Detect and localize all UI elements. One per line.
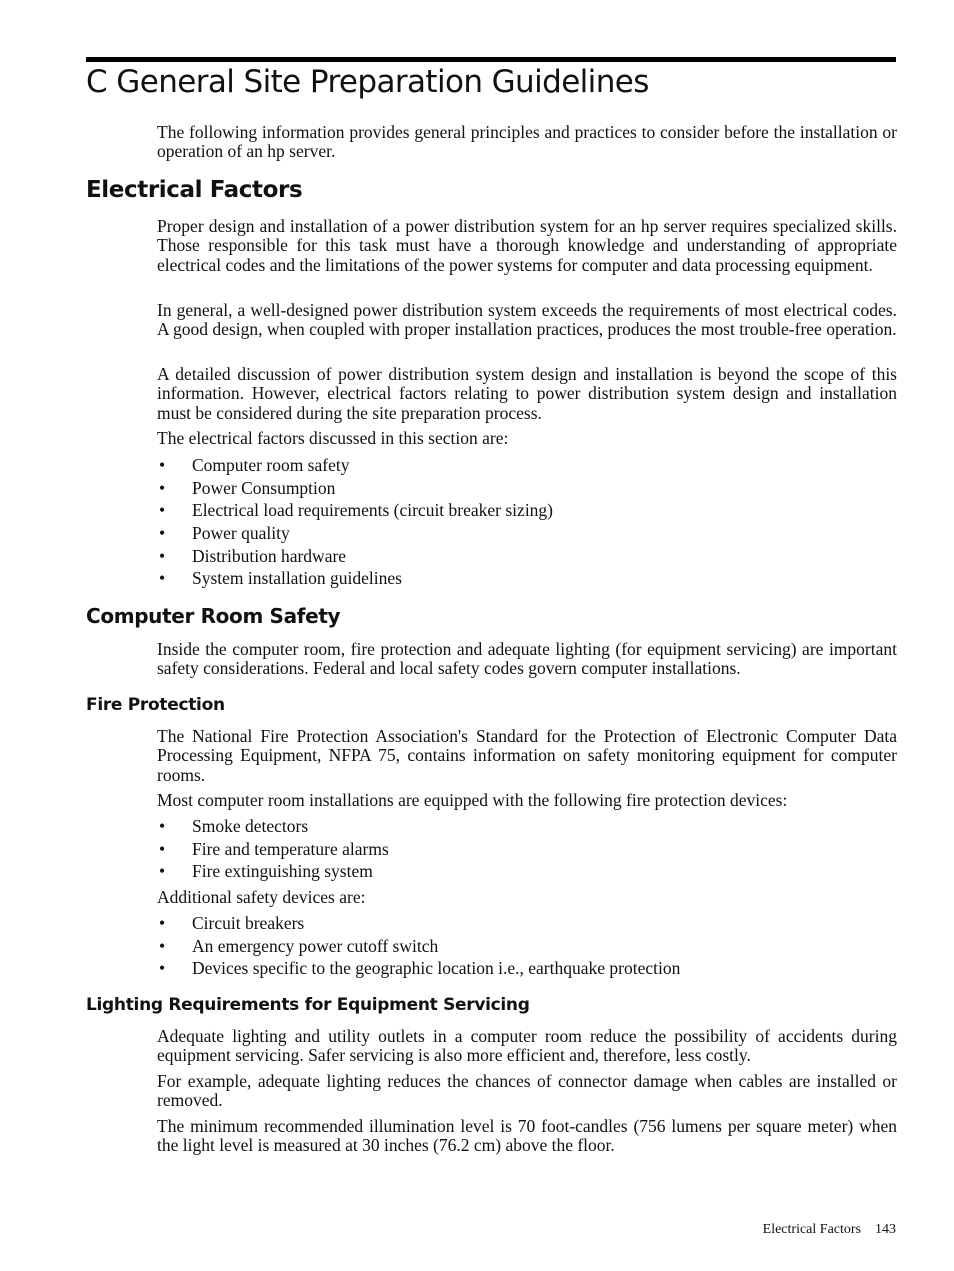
electrical-factors-heading: Electrical Factors xyxy=(86,177,303,203)
lighting-paragraph-3: The minimum recommended illumination level is 70 foot-candles (756 lumens per square meter) when the light level is measured at 30 inches (76.2 cm) above the floor. xyxy=(157,1116,897,1156)
list-item: • Smoke detectors xyxy=(159,816,309,836)
list-item: • Fire extinguishing system xyxy=(159,861,373,882)
list-item: • Devices specific to the geographic location i.e., earthquake protection xyxy=(159,958,681,979)
bullet-icon: • xyxy=(159,477,166,498)
lighting-requirements-heading: Lighting Requirements for Equipment Servicing xyxy=(86,995,530,1015)
bullet-icon: • xyxy=(159,523,166,544)
fire-protection-heading: Fire Protection xyxy=(86,695,225,715)
fire-devices-list xyxy=(157,816,897,884)
fire-paragraph-3: Additional safety devices are: xyxy=(157,887,366,907)
bullet-icon: • xyxy=(159,935,166,956)
list-item: • An emergency power cutoff switch xyxy=(159,935,439,956)
page-number: 143 xyxy=(875,1222,896,1237)
list-item: • Distribution hardware xyxy=(159,545,347,566)
lighting-paragraph-2: For example, adequate lighting reduces the chances of connector damage when cables are installed or removed. xyxy=(157,1071,897,1111)
computer-room-safety-heading: Computer Room Safety xyxy=(86,604,341,628)
fire-paragraph-1: The National Fire Protection Association's Standard for the Protection of Electronic Computer Data Processing Equipment, NFPA 75, contains information on safety monitoring equipment for computer rooms. xyxy=(157,726,897,785)
bullet-icon: • xyxy=(159,500,166,521)
bullet-icon: • xyxy=(159,545,166,566)
electrical-paragraph-1: Proper design and installation of a power distribution system for an hp server requires specialized skills. Those responsible for this task must have a thorough knowledge and understanding of appropriate electrical codes and the limitations of the power systems for computer and data processing equipment. xyxy=(157,216,897,275)
lighting-paragraph-1: Adequate lighting and utility outlets in a computer room reduce the possibility of accidents during equipment servicing. Safer servicing is also more efficient and, therefore, less costly. xyxy=(157,1026,897,1066)
list-item: • Fire and temperature alarms xyxy=(159,838,389,859)
bullet-icon: • xyxy=(159,958,166,979)
list-item: • Circuit breakers xyxy=(159,913,305,933)
list-item: • System installation guidelines xyxy=(159,568,402,589)
bullet-icon: • xyxy=(159,455,166,475)
chapter-title: C General Site Preparation Guidelines xyxy=(86,64,649,100)
bullet-icon: • xyxy=(159,861,166,882)
bullet-icon: • xyxy=(159,816,166,836)
electrical-paragraph-3: A detailed discussion of power distribution system design and installation is beyond the scope of this information. However, electrical factors relating to power distribution system design and installation must be considered during the site preparation process. xyxy=(157,364,897,423)
room-safety-paragraph: Inside the computer room, fire protection and adequate lighting (for equipment servicing) are important safety considerations. Federal and local safety codes govern computer installations. xyxy=(157,639,897,679)
bullet-icon: • xyxy=(159,838,166,859)
chapter-intro-paragraph: The following information provides general principles and practices to consider before the installation or operation of an hp server. xyxy=(157,122,897,162)
footer-section-title: Electrical Factors xyxy=(762,1222,861,1237)
bullet-icon: • xyxy=(159,913,166,933)
list-item: • Power Consumption xyxy=(159,477,336,498)
fire-paragraph-2: Most computer room installations are equipped with the following fire protection devices: xyxy=(157,790,788,810)
list-item: • Electrical load requirements (circuit breaker sizing) xyxy=(159,500,554,521)
list-item: • Power quality xyxy=(159,523,290,544)
chapter-top-rule xyxy=(86,57,896,62)
list-item: • Computer room safety xyxy=(159,455,350,475)
page-footer xyxy=(763,1222,896,1238)
electrical-factors-list xyxy=(157,455,897,591)
bullet-icon: • xyxy=(159,568,166,589)
electrical-paragraph-2: In general, a well-designed power distribution system exceeds the requirements of most electrical codes. A good design, when coupled with proper installation practices, produces the most trouble-free operation. xyxy=(157,300,897,340)
electrical-paragraph-4: The electrical factors discussed in this section are: xyxy=(157,428,509,448)
additional-devices-list xyxy=(157,913,897,981)
